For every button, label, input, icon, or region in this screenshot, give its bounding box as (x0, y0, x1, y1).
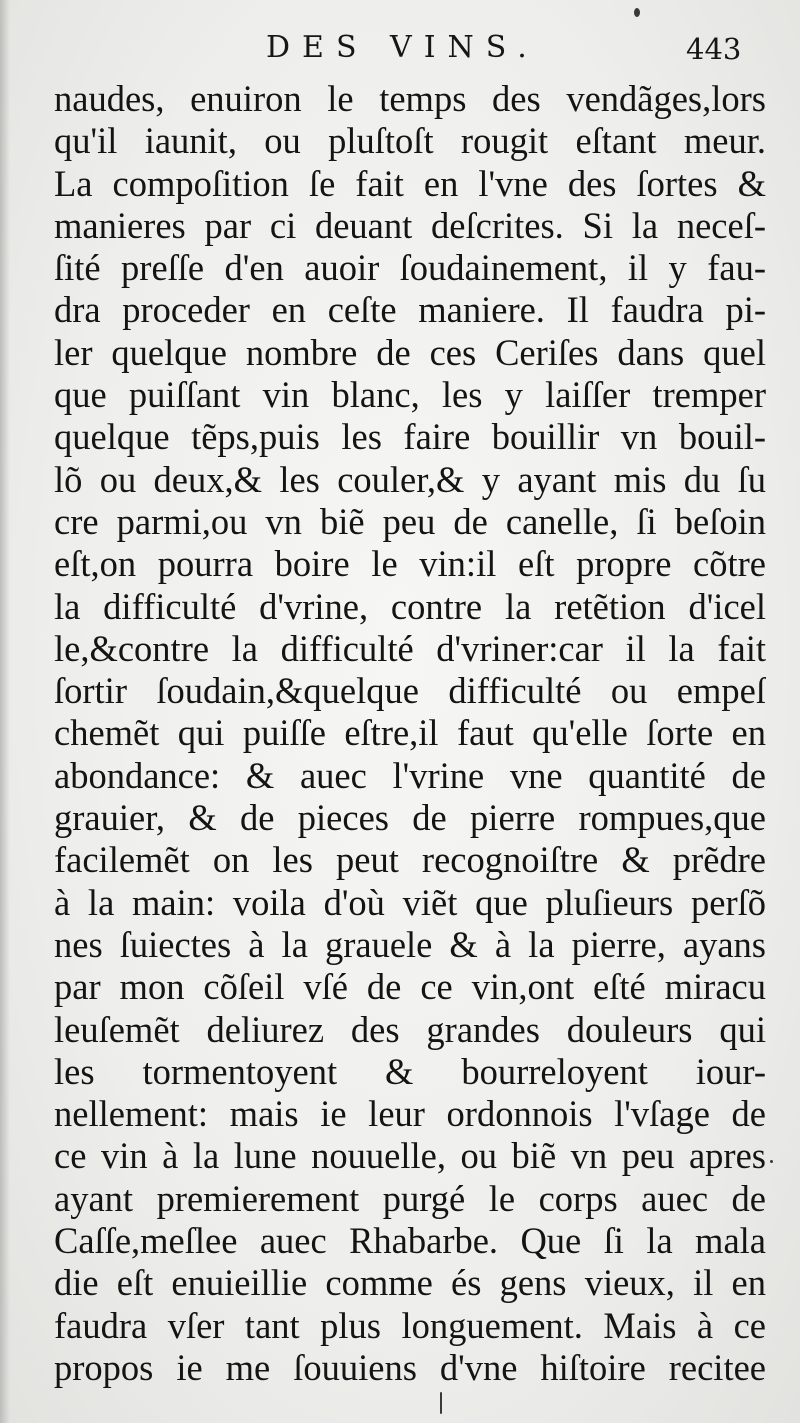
text-line: les tormentoyent & bourreloyent iour- (54, 1050, 766, 1092)
text-line: naudes, enuiron le temps des vendãges,lors (54, 78, 766, 119)
text-line: ler quelque nombre de ces Ceriſes dans quel (54, 331, 766, 373)
text-line: lõ ou deux,& les couler,& y ayant mis du ſu (54, 458, 766, 500)
body-text (54, 78, 766, 1389)
text-line: quelque tẽps,puis les faire bouillir vn bouil- (54, 416, 766, 458)
text-line: la difficulté d'vrine, contre la retẽtion d'icel (54, 585, 766, 627)
text-line: le,&contre la difficulté d'vriner:car il la fait (54, 627, 766, 669)
page-edge-shadow (0, 0, 10, 1423)
ink-speck (634, 8, 640, 17)
text-line: par mon cõſeil vſé de ce vin,ont eſté miracu (54, 966, 766, 1008)
text-line: chemẽt qui puiſſe eſtre,il faut qu'elle ſorte en (54, 712, 766, 754)
text-line: Caſſe,meſlee auec Rhabarbe. Que ſi la mala (54, 1220, 766, 1262)
text-line: die eſt enuieillie comme és gens vieux, il en (54, 1262, 766, 1304)
text-line: ſité preſſe d'en auoir ſoudainement, il y fau- (54, 247, 766, 289)
text-line: manieres par ci deuant deſcrites. Si la neceſ- (54, 204, 766, 246)
text-line: propos ie me ſouuiens d'vne hiſtoire recitee (54, 1346, 766, 1388)
text-line: dra proceder en ceſte maniere. Il faudra pi- (54, 289, 766, 331)
text-line: à la main: voila d'où viẽt que pluſieurs perſõ (54, 881, 766, 923)
text-line: La compoſition ſe fait en l'vne des ſortes & (54, 162, 766, 204)
text-line: grauier, & de pieces de pierre rompues,que (54, 797, 766, 839)
ink-speck (440, 1392, 442, 1414)
running-title: DES VINS. (266, 30, 539, 65)
text-line: leuſemẽt deliurez des grandes douleurs qui (54, 1008, 766, 1050)
text-line: nes ſuiectes à la grauele & à la pierre, ayans (54, 923, 766, 965)
text-line: ce vin à la lune nouuelle, ou biẽ vn peu apres (54, 1135, 766, 1177)
text-line: cre parmi,ou vn biẽ peu de canelle, ſi beſoin (54, 500, 766, 542)
text-line: nellement: mais ie leur ordonnois l'vſage de (54, 1093, 766, 1135)
text-line: qu'il iaunit, ou pluſtoſt rougit eſtant meur. (54, 120, 766, 162)
text-line: abondance: & auec l'vrine vne quantité de (54, 754, 766, 796)
text-line: facilemẽt on les peut recognoiſtre & prẽdre (54, 839, 766, 881)
text-line: faudra vſer tant plus longuement. Mais à ce (54, 1304, 766, 1346)
text-line: ayant premierement purgé le corps auec de (54, 1177, 766, 1219)
text-line: eſt,on pourra boire le vin:il eſt propre cõtre (54, 543, 766, 585)
ink-speck (770, 1160, 773, 1163)
page-number: 443 (686, 32, 742, 66)
text-line: que puiſſant vin blanc, les y laiſſer tremper (54, 374, 766, 416)
text-line: ſortir ſoudain,&quelque difficulté ou empeſ (54, 670, 766, 712)
